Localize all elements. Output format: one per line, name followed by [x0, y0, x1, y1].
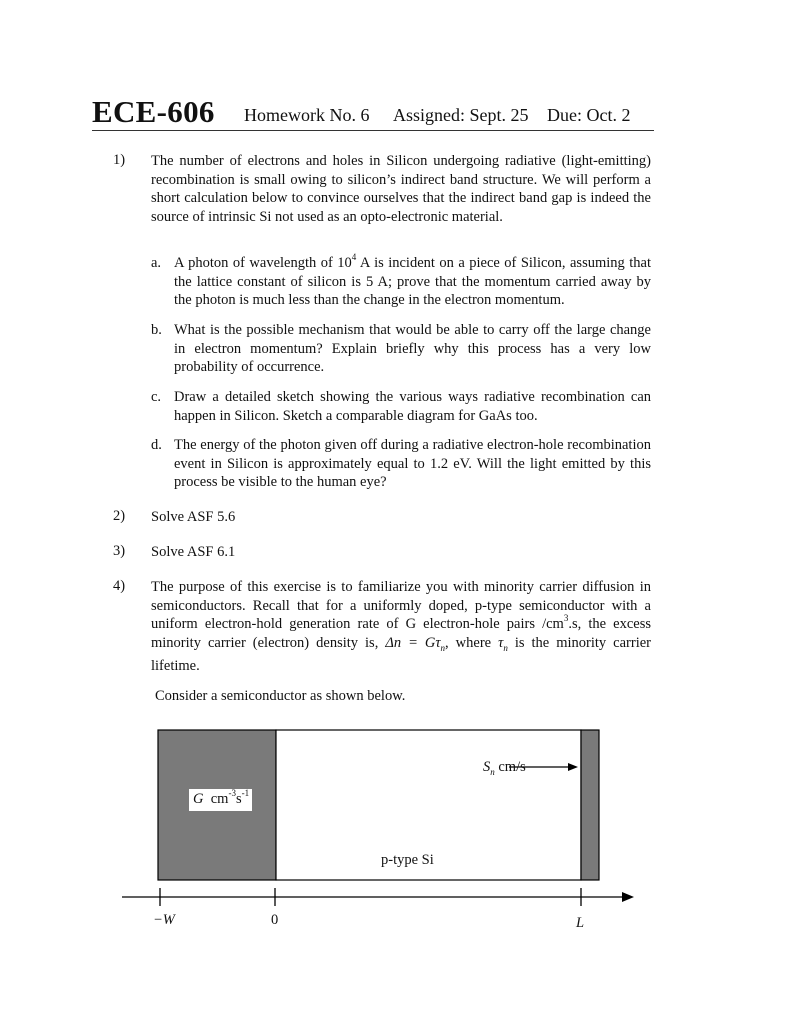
question-1b-letter: b. — [151, 322, 162, 338]
x-axis-arrowhead — [622, 892, 634, 902]
question-4-exponent: 3 — [563, 613, 569, 624]
sn-symbol: S — [483, 759, 491, 775]
gen-exp1: -3 — [228, 788, 236, 799]
gen-unit-cm: cm — [210, 791, 229, 807]
question-4-mid: .s, the excess minority carrier (electron) density is, — [151, 616, 652, 651]
question-1c-letter: c. — [151, 389, 162, 405]
question-2-number: 2) — [113, 508, 126, 524]
question-1d-text: The energy of the photon given off during a radiative electron-hole recombination event in Silicon is approximately equal to 1.2 eV. Will the light emitted by this process be visible to the human eye? — [174, 437, 651, 491]
question-1c-text: Draw a detailed sketch showing the various ways radiative recombination can happen in Silicon. Sketch a comparable diagram for GaAs too. — [174, 389, 651, 424]
generation-label — [189, 789, 252, 811]
sn-unit: cm/s — [494, 759, 526, 775]
assigned-date: Assigned: Sept. 25 — [393, 105, 529, 125]
g-symbol: G — [193, 791, 204, 807]
question-4-mid2: , where — [445, 634, 499, 651]
tau-main: τ — [498, 634, 504, 651]
question-1a-pre: A photon of wavelength of 10 — [174, 255, 352, 271]
question-1d-letter: d. — [151, 437, 162, 453]
equation-main: Δn = Gτ — [385, 634, 441, 651]
sn-subscript: n — [490, 766, 495, 777]
question-2-text: Solve ASF 5.6 — [151, 509, 236, 525]
axis-label-minus-w: −W — [153, 912, 175, 928]
question-1b-text: What is the possible mechanism that would be able to carry off the large change in electron momentum? Explain briefly why this process has a very low probability of occurrence. — [174, 322, 651, 376]
consider-text: Consider a semiconductor as shown below. — [155, 688, 406, 704]
equation-subscript: n — [440, 642, 446, 653]
question-4-pre: The purpose of this exercise is to familiarize you with minority carrier diffusion in semiconductors. Recall that for a uniformly doped, p-type semiconductor with a uniform electron-hold generation rate of G electron-hole pairs /cm — [151, 579, 651, 633]
due-date: Due: Oct. 2 — [547, 105, 631, 125]
question-1a-post: A is incident on a piece of Silicon, assuming that the lattice constant of silicon is 5 A; prove that the momentum carried away by the photon is much less than the change in the electron momentum. — [174, 255, 651, 309]
gen-exp2: -1 — [241, 788, 250, 799]
question-1-text: The number of electrons and holes in Silicon undergoing radiative (light-emitting) recombination is small owing to silicon’s indirect band structure. We will perform a short calculation below to convince ourselves that the indirect band gap is indeed the source of intrinsic Si not used as an opto-electronic material. — [151, 153, 651, 225]
surface-contact — [581, 730, 599, 880]
axis-label-l: L — [576, 915, 585, 931]
question-4-post: is the minority carrier lifetime. — [151, 634, 651, 675]
region-label: p-type Si — [381, 852, 434, 868]
sn-label — [483, 759, 526, 777]
question-4-number: 4) — [113, 578, 126, 594]
question-3-number: 3) — [113, 543, 126, 559]
question-1-number: 1) — [113, 152, 126, 168]
question-1a-letter: a. — [151, 255, 162, 271]
course-title: ECE-606 — [92, 94, 215, 129]
homework-number: Homework No. 6 — [244, 105, 370, 125]
tau-subscript: n — [503, 642, 508, 653]
gen-unit-s: s — [235, 791, 242, 807]
question-1a-exponent: 4 — [351, 252, 357, 263]
question-3-text: Solve ASF 6.1 — [151, 544, 236, 560]
axis-label-zero: 0 — [271, 912, 279, 928]
